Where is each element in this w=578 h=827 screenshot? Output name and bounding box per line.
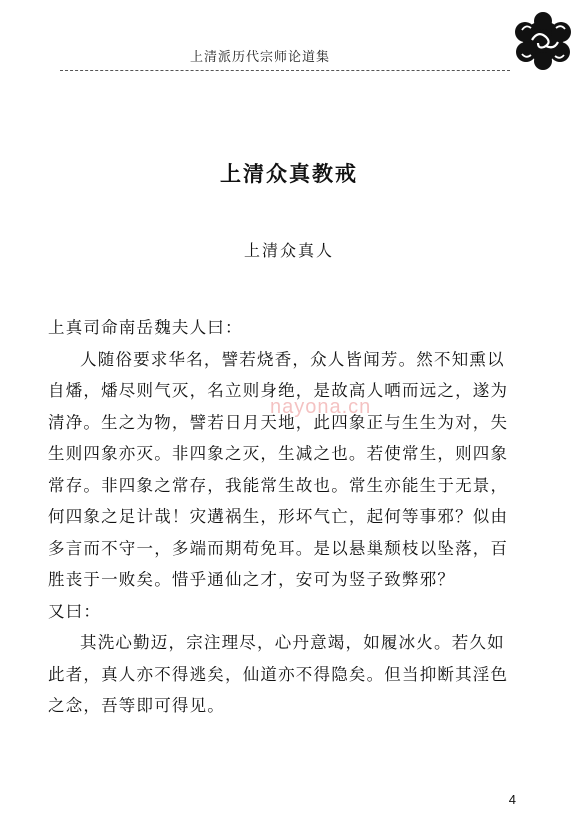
running-header: 上清派历代宗师论道集 (189, 50, 330, 65)
text-line: 人随俗要求华名，譬若烧香，众人皆闻芳。然不知熏以 (80, 349, 505, 369)
text-line: 清净。生之为物，譬若日月天地，此四象正与生生为对，失 (48, 412, 509, 432)
cloud-emblem-icon (512, 10, 574, 72)
body-text (48, 312, 528, 722)
document-title: 上清众真教戒 (220, 161, 358, 186)
text-line: 其洗心勤迈，宗注理尽，心丹意竭，如履冰火。若久如 (80, 633, 505, 652)
text-line: 何四象之足计哉！灾遘祸生，形坏气亡，起何等事邪？似由 (48, 507, 509, 526)
watermark: nayona.cn (270, 396, 372, 418)
page-number: 4 (508, 792, 516, 807)
text-line: 常存。非四象之常存，我能常生故也。常生亦能生于无景， (48, 475, 509, 495)
text-line: 此者，真人亦不得逃矣，仙道亦不得隐矣。但当抑断其淫色 (48, 664, 509, 684)
text-line: 之念，吾等即可得见。 (48, 696, 225, 715)
text-line: 上真司命南岳魏夫人曰： (48, 318, 243, 337)
header-divider (60, 70, 510, 71)
text-line: 多言而不守一，多端而期苟免耳。是以悬巢颓枝以坠落，百 (48, 538, 509, 558)
text-line: 自燔，燔尽则气灭，名立则身绝，是故高人哂而远之，遂为 (48, 381, 509, 400)
text-line: 胜丧于一败矣。惜乎通仙之才，安可为竖子致弊邪？ (48, 570, 456, 589)
text-line: 生则四象亦灭。非四象之灭，生减之也。若使常生，则四象 (48, 444, 509, 463)
document-subtitle: 上清众真人 (243, 241, 334, 260)
text-line: 又曰： (48, 601, 102, 621)
